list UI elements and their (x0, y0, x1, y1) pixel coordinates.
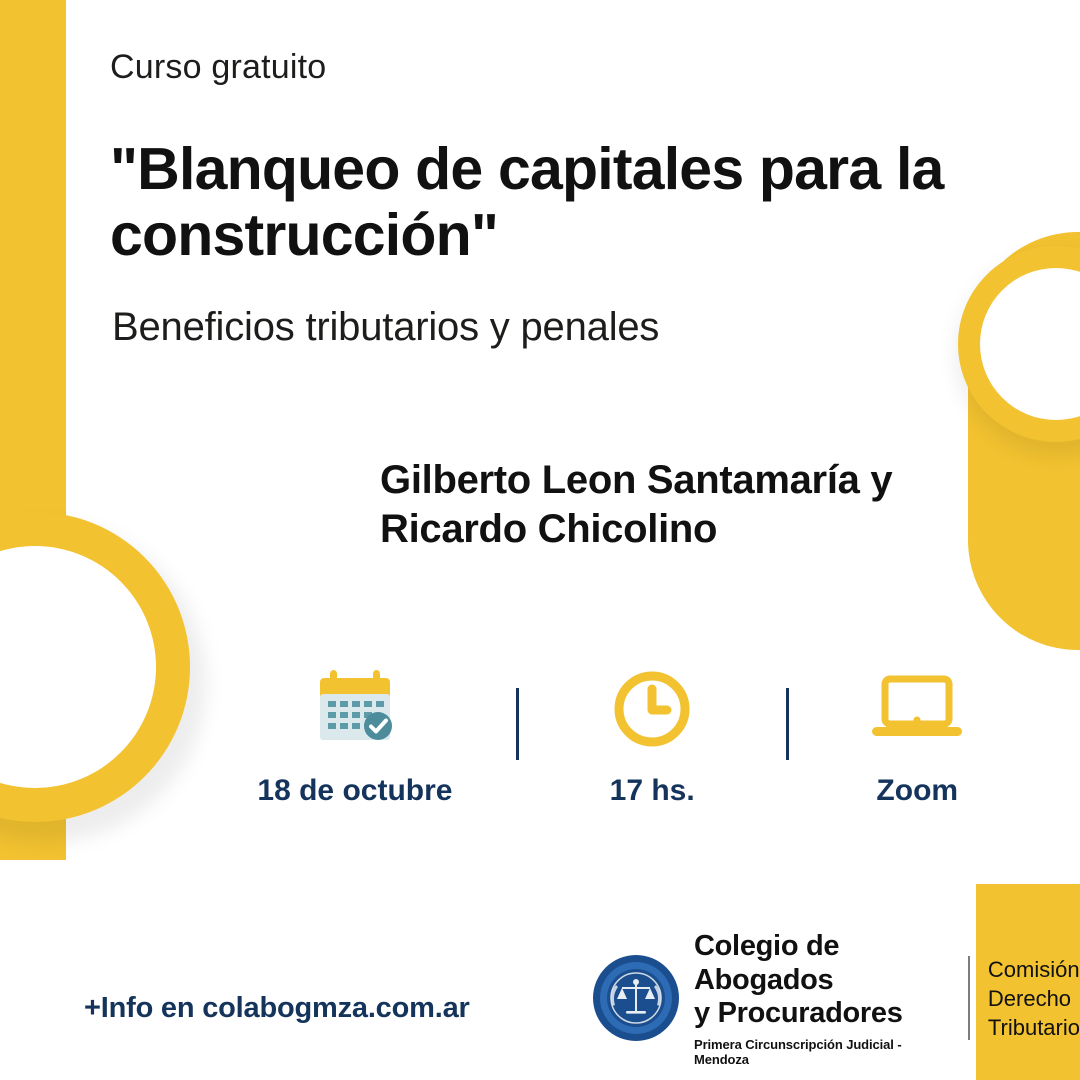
detail-divider-2 (786, 688, 789, 760)
organization-logo (592, 930, 1080, 1067)
commission-line-3: Tributario (987, 1014, 1080, 1040)
detail-time (565, 666, 740, 808)
event-details-row (240, 666, 1000, 836)
detail-platform (835, 666, 1000, 808)
commission-block (988, 955, 1080, 1042)
detail-platform-label: Zoom (876, 774, 959, 807)
logo-line-1: Colegio de Abogados (694, 930, 840, 996)
speakers-names: Gilberto Leon Santamaría y Ricardo Chicolino (380, 458, 893, 551)
scales-of-justice-seal-icon (592, 954, 680, 1042)
info-url[interactable]: +Info en colabogmza.com.ar (84, 992, 470, 1024)
detail-divider-1 (516, 688, 519, 760)
detail-date (240, 666, 470, 808)
commission-line-1: Comisión (987, 956, 1080, 982)
laptop-icon (868, 666, 966, 752)
clock-icon (611, 666, 693, 752)
logo-tagline: Primera Circunscripción Judicial - Mendoza (694, 1036, 902, 1067)
kicker-text: Curso gratuito (110, 48, 327, 86)
logo-separator (968, 956, 970, 1040)
detail-date-label: 18 de octubre (257, 774, 453, 807)
logo-line-2: y Procuradores (694, 997, 903, 1030)
subtitle-text: Beneficios tributarios y penales (112, 305, 660, 349)
calendar-icon (312, 666, 398, 752)
logo-text-block (694, 930, 950, 1067)
detail-time-label: 17 hs. (609, 774, 695, 807)
page-title: "Blanqueo de capitales para la construcción" (110, 136, 944, 269)
commission-line-2: Derecho (987, 985, 1072, 1011)
